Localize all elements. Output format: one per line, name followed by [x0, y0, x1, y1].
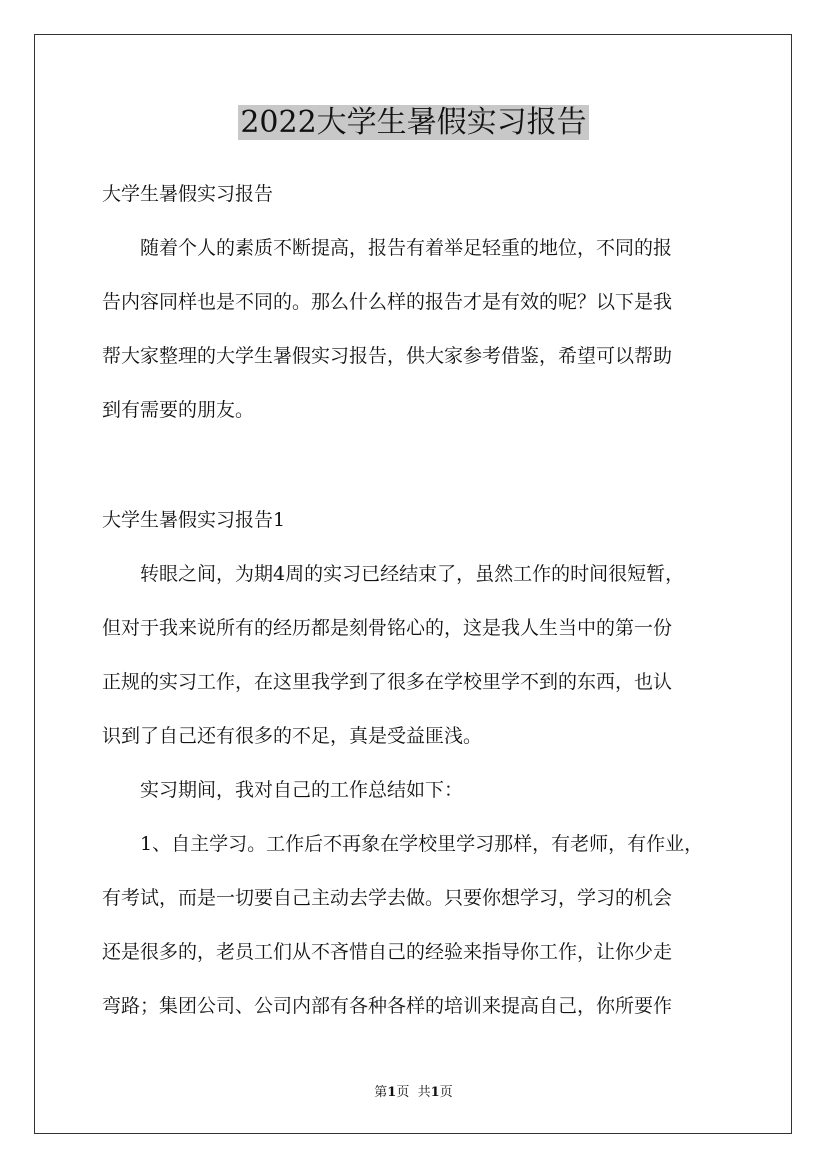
page-footer	[0, 1084, 827, 1102]
footer-total-suffix: 页	[439, 1085, 453, 1100]
paragraph-line: 识到了自己还有很多的不足，真是受益匪浅。	[102, 725, 483, 747]
footer-total-number: 1	[430, 1085, 440, 1100]
paragraph-line: 弯路；集团公司、公司内部有各种各样的培训来提高自己，你所要作	[102, 995, 673, 1017]
section-heading: 大学生暑假实习报告1	[102, 509, 286, 531]
paragraph-line: 告内容同样也是不同的。那么什么样的报告才是有效的呢？以下是我	[102, 291, 673, 313]
paragraph-line: 但对于我来说所有的经历都是刻骨铭心的，这是我人生当中的第一份	[102, 617, 673, 639]
footer-page-suffix: 页	[396, 1085, 410, 1100]
paragraph-line: 帮大家整理的大学生暑假实习报告，供大家参考借鉴，希望可以帮助	[102, 345, 673, 367]
paragraph-line: 正规的实习工作，在这里我学到了很多在学校里学不到的东西，也认	[102, 671, 673, 693]
document-title-text: 2022大学生暑假实习报告	[240, 105, 587, 140]
footer-page-prefix: 第	[374, 1085, 388, 1100]
paragraph-line: 随着个人的素质不断提高，报告有着举足轻重的地位，不同的报	[102, 237, 673, 259]
document-title	[0, 103, 827, 143]
footer-total-prefix: 共	[417, 1085, 431, 1100]
paragraph-line: 有考试，而是一切要自己主动去学去做。只要你想学习，学习的机会	[102, 887, 673, 909]
paragraph-line: 1、自主学习。工作后不再象在学校里学习那样，有老师，有作业，	[102, 833, 704, 855]
paragraph-line: 实习期间，我对自己的工作总结如下：	[102, 779, 464, 801]
subtitle-line: 大学生暑假实习报告	[102, 183, 274, 205]
paragraph-line: 转眼之间，为期4周的实习已经结束了，虽然工作的时间很短暂，	[102, 563, 685, 585]
footer-page-number: 1	[387, 1085, 397, 1100]
paragraph-line: 还是很多的，老员工们从不吝惜自己的经验来指导你工作，让你少走	[102, 941, 673, 963]
paragraph-line: 到有需要的朋友。	[102, 399, 255, 421]
